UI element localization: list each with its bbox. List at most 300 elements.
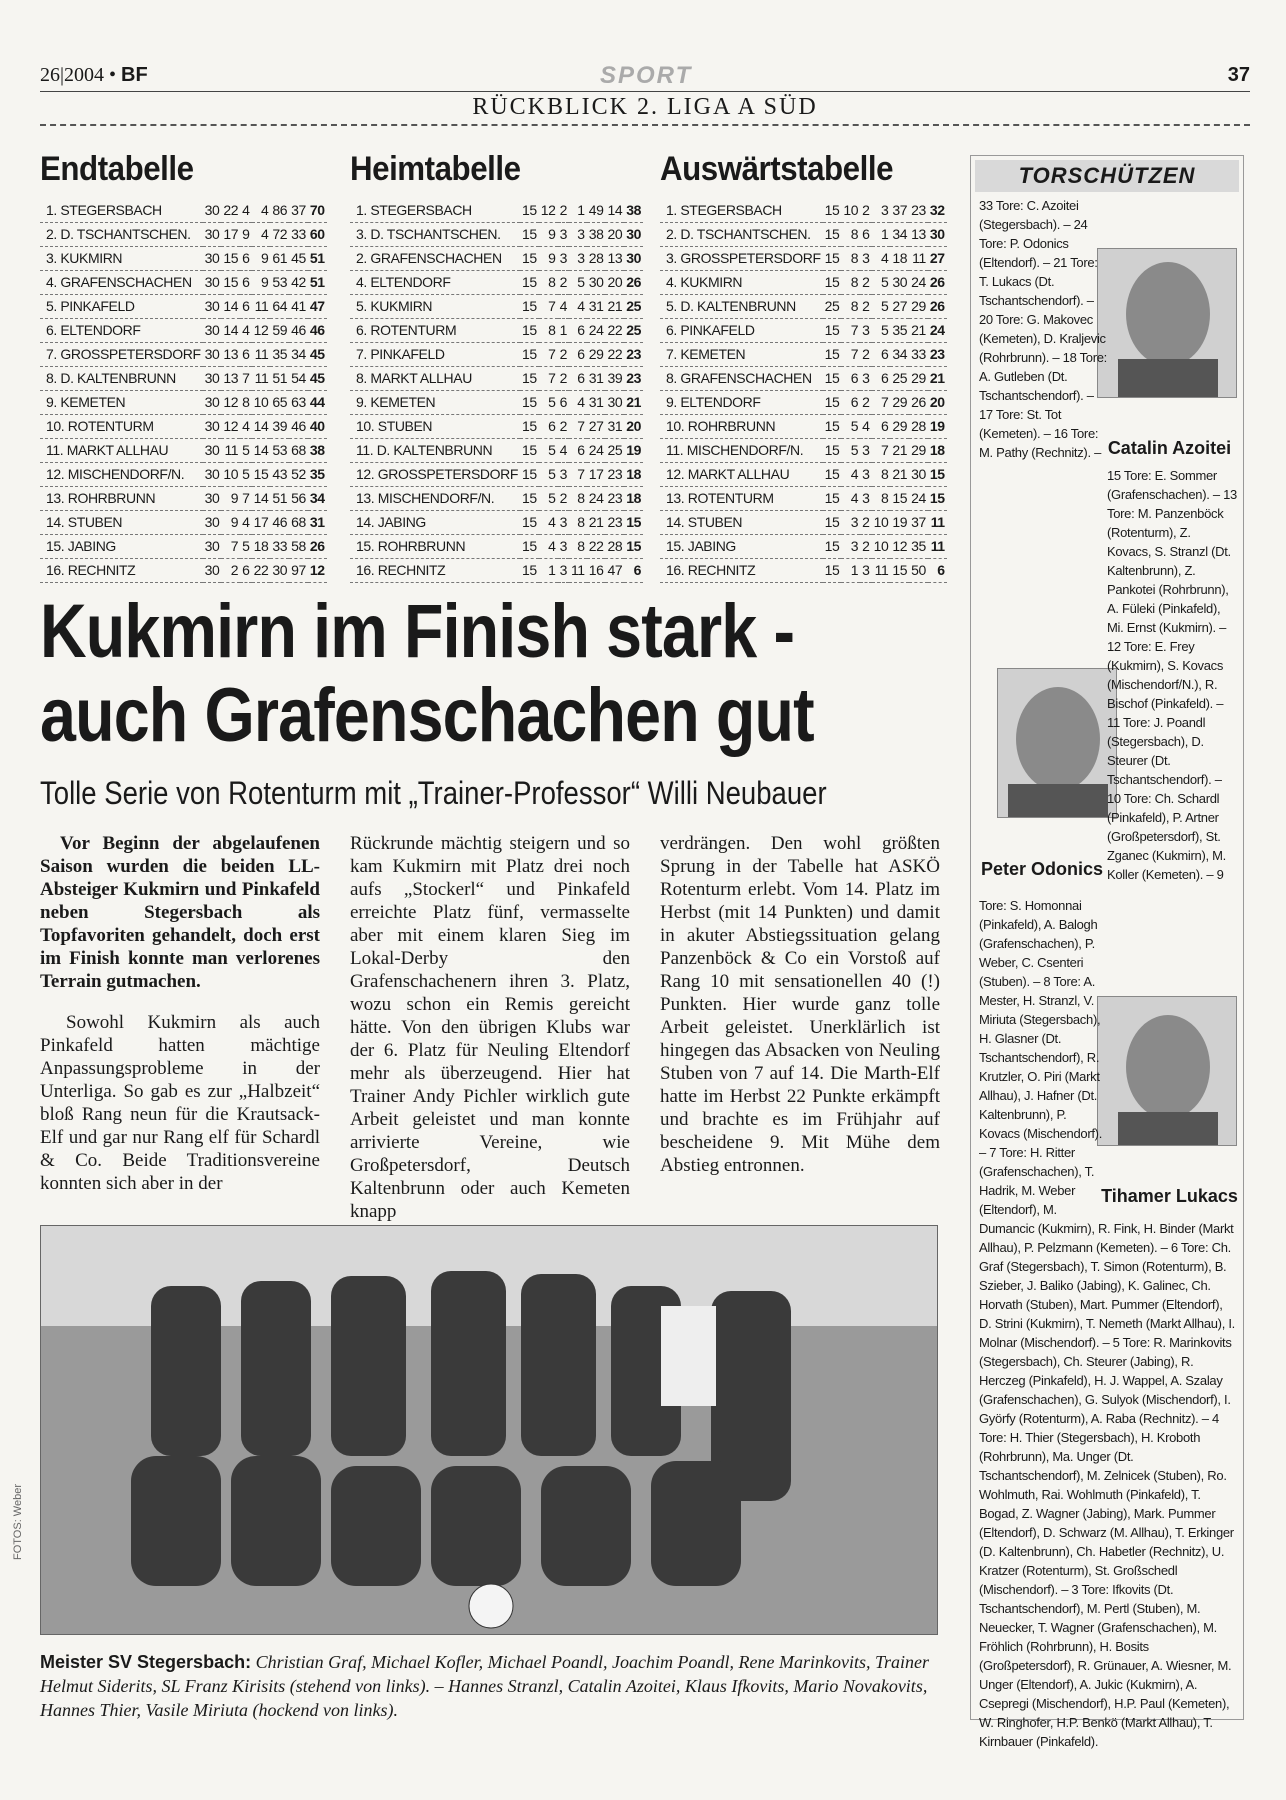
table-cell: 35 xyxy=(308,462,327,486)
team-name: 1. STEGERSBACH xyxy=(350,198,520,222)
table-cell: 30 xyxy=(203,342,222,366)
table-cell: 44 xyxy=(308,390,327,414)
table-cell: 5 xyxy=(539,438,558,462)
table-cell: 6 xyxy=(240,294,251,318)
table-row xyxy=(660,390,947,414)
team-name: 15. JABING xyxy=(40,534,203,558)
headline-line-1: Kukmirn im Finish stark - xyxy=(40,589,795,674)
table-cell: 8 xyxy=(841,270,860,294)
table-cell: 31 xyxy=(587,366,606,390)
table-row xyxy=(660,198,947,222)
table-cell: 25 xyxy=(890,366,909,390)
table-cell: 7 xyxy=(240,486,251,510)
table-cell: 7 xyxy=(872,390,891,414)
team-name: 14. JABING xyxy=(350,510,520,534)
table-cell: 6 xyxy=(240,270,251,294)
table-cell: 68 xyxy=(289,438,308,462)
table-cell: 4 xyxy=(240,198,251,222)
table-cell: 6 xyxy=(872,342,891,366)
team-name: 1. STEGERSBACH xyxy=(40,198,203,222)
team-name: 9. KEMETEN xyxy=(350,390,520,414)
table-cell: 15 xyxy=(520,222,539,246)
team-name: 16. RECHNITZ xyxy=(660,558,823,582)
table-cell: 51 xyxy=(270,366,289,390)
table-cell: 30 xyxy=(203,414,222,438)
team-name: 10. STUBEN xyxy=(350,414,520,438)
team-name: 2. D. TSCHANTSCHEN. xyxy=(40,222,203,246)
team-name: 6. ELTENDORF xyxy=(40,318,203,342)
table-cell: 2 xyxy=(558,486,569,510)
table-cell: 6 xyxy=(240,246,251,270)
table-cell: 2 xyxy=(860,294,871,318)
auswaertstabelle-table xyxy=(660,198,947,583)
team-name: 13. ROTENTURM xyxy=(660,486,823,510)
table-cell: 30 xyxy=(203,510,222,534)
table-cell: 15 xyxy=(624,534,643,558)
table-cell: 3 xyxy=(558,558,569,582)
table-cell: 15 xyxy=(520,318,539,342)
team-name: 11. MISCHENDORF/N. xyxy=(660,438,823,462)
table-cell: 8 xyxy=(539,318,558,342)
table-cell: 30 xyxy=(203,318,222,342)
table-cell: 15 xyxy=(520,438,539,462)
table-cell: 23 xyxy=(605,510,624,534)
table-cell: 15 xyxy=(823,558,842,582)
table-cell: 38 xyxy=(587,222,606,246)
team-photo-image xyxy=(41,1226,938,1635)
table-cell: 15 xyxy=(890,558,909,582)
table-cell: 22 xyxy=(252,558,271,582)
table-cell: 30 xyxy=(203,534,222,558)
table-cell: 11 xyxy=(569,558,587,582)
table-cell: 17 xyxy=(587,462,606,486)
table-row xyxy=(660,366,947,390)
table-cell: 35 xyxy=(890,318,909,342)
table-cell: 3 xyxy=(860,558,871,582)
table-row xyxy=(660,438,947,462)
table-cell: 24 xyxy=(909,486,928,510)
table-cell: 4 xyxy=(872,246,891,270)
heimtabelle xyxy=(350,150,643,583)
table-cell: 19 xyxy=(624,438,643,462)
team-name: 3. GROSSPETERSDORF xyxy=(660,246,823,270)
table-cell: 15 xyxy=(823,462,842,486)
table-cell: 30 xyxy=(203,222,222,246)
table-cell: 10 xyxy=(872,510,891,534)
table-row xyxy=(40,438,327,462)
table-cell: 1 xyxy=(872,222,891,246)
team-name: 5. D. KALTENBRUNN xyxy=(660,294,823,318)
table-cell: 15 xyxy=(520,390,539,414)
table-cell: 11 xyxy=(928,534,947,558)
table-cell: 5 xyxy=(240,438,251,462)
table-row xyxy=(660,270,947,294)
table-cell: 8 xyxy=(539,270,558,294)
table-cell: 8 xyxy=(841,246,860,270)
team-name: 5. KUKMIRN xyxy=(350,294,520,318)
table-cell: 30 xyxy=(203,366,222,390)
table-cell: 15 xyxy=(823,198,842,222)
table-row xyxy=(350,462,643,486)
table-row xyxy=(40,534,327,558)
table-cell: 7 xyxy=(569,414,587,438)
table-cell: 15 xyxy=(221,246,240,270)
table-cell: 20 xyxy=(928,390,947,414)
issue-label: 26|2004 • BF xyxy=(40,64,148,86)
table-cell: 64 xyxy=(270,294,289,318)
article-paragraph: verdrängen. Den wohl größten Sprung in der Tabelle hat ASKÖ Rotenturm erlebt. Vom 14. Platz im Herbst (mit 14 Punkten) und damit in akuter Abstiegssituation gelang Panzenböck & Co ein Vorstoß auf Rang 10 mit sensationellen 40 (!) Punkten. Hier wurde ganz tolle Arbeit geleistet. Unerklärlich ist hingegen das Absacken von Neuling Stuben von 7 auf 14. Die Marth-Elf hatte im Herbst 22 Punkte erkämpft und brachte es im Frühjahr auf bescheidene 9. Mit Mühe dem Abstieg entronnen. xyxy=(660,833,940,1176)
table-cell: 24 xyxy=(928,318,947,342)
table-row xyxy=(660,318,947,342)
team-name: 8. MARKT ALLHAU xyxy=(350,366,520,390)
table-row xyxy=(40,414,327,438)
heimtabelle-table xyxy=(350,198,643,583)
table-cell: 6 xyxy=(624,558,643,582)
table-cell: 14 xyxy=(221,294,240,318)
table-cell: 34 xyxy=(289,342,308,366)
table-cell: 9 xyxy=(240,222,251,246)
table-row xyxy=(40,270,327,294)
table-cell: 33 xyxy=(270,534,289,558)
table-row xyxy=(660,558,947,582)
table-cell: 3 xyxy=(558,462,569,486)
team-name: 9. ELTENDORF xyxy=(660,390,823,414)
table-cell: 58 xyxy=(289,534,308,558)
team-name: 16. RECHNITZ xyxy=(40,558,203,582)
table-cell: 7 xyxy=(841,318,860,342)
table-cell: 2 xyxy=(221,558,240,582)
table-cell: 34 xyxy=(890,222,909,246)
table-cell: 4 xyxy=(539,510,558,534)
table-row xyxy=(40,318,327,342)
table-cell: 15 xyxy=(520,414,539,438)
table-cell: 59 xyxy=(270,318,289,342)
team-name: 4. KUKMIRN xyxy=(660,270,823,294)
table-cell: 26 xyxy=(624,270,643,294)
table-cell: 70 xyxy=(308,198,327,222)
table-row xyxy=(660,510,947,534)
table-cell: 3 xyxy=(860,486,871,510)
table-cell: 3 xyxy=(558,246,569,270)
table-cell: 30 xyxy=(587,270,606,294)
table-cell: 2 xyxy=(860,342,871,366)
table-cell: 10 xyxy=(872,534,891,558)
table-cell: 3 xyxy=(860,438,871,462)
table-cell: 39 xyxy=(270,414,289,438)
table-cell: 15 xyxy=(520,270,539,294)
team-name: 2. GRAFENSCHACHEN xyxy=(350,246,520,270)
table-cell: 19 xyxy=(890,510,909,534)
torschuetzen-box xyxy=(970,155,1244,1749)
table-cell: 24 xyxy=(587,438,606,462)
page-header xyxy=(40,60,1250,92)
table-cell: 27 xyxy=(890,294,909,318)
table-cell: 3 xyxy=(558,510,569,534)
table-cell: 3 xyxy=(569,222,587,246)
team-photo xyxy=(40,1225,938,1635)
table-cell: 61 xyxy=(270,246,289,270)
endtabelle-title: Endtabelle xyxy=(40,150,194,188)
table-cell: 8 xyxy=(240,390,251,414)
table-cell: 15 xyxy=(624,510,643,534)
table-cell: 15 xyxy=(520,462,539,486)
table-cell: 12 xyxy=(890,534,909,558)
table-cell: 17 xyxy=(221,222,240,246)
table-cell: 15 xyxy=(823,222,842,246)
table-cell: 4 xyxy=(841,486,860,510)
table-cell: 3 xyxy=(860,246,871,270)
team-name: 7. KEMETEN xyxy=(660,342,823,366)
table-cell: 15 xyxy=(520,342,539,366)
table-cell: 28 xyxy=(605,534,624,558)
table-row xyxy=(350,534,643,558)
table-cell: 14 xyxy=(221,318,240,342)
table-cell: 34 xyxy=(890,342,909,366)
table-cell: 6 xyxy=(928,558,947,582)
table-cell: 27 xyxy=(928,246,947,270)
table-cell: 4 xyxy=(240,510,251,534)
team-name: 13. MISCHENDORF/N. xyxy=(350,486,520,510)
table-cell: 15 xyxy=(823,486,842,510)
table-cell: 46 xyxy=(308,318,327,342)
table-cell: 4 xyxy=(569,390,587,414)
table-cell: 6 xyxy=(569,366,587,390)
table-cell: 8 xyxy=(569,510,587,534)
table-row xyxy=(350,342,643,366)
table-cell: 43 xyxy=(270,462,289,486)
table-cell: 1 xyxy=(841,558,860,582)
table-cell: 29 xyxy=(587,342,606,366)
table-cell: 6 xyxy=(872,414,891,438)
team-name: 6. PINKAFELD xyxy=(660,318,823,342)
article-column-2 xyxy=(350,832,630,1223)
table-row xyxy=(40,342,327,366)
table-cell: 2 xyxy=(558,342,569,366)
table-cell: 1 xyxy=(539,558,558,582)
table-cell: 13 xyxy=(221,366,240,390)
team-name: 9. KEMETEN xyxy=(40,390,203,414)
article-paragraph: Rückrunde mächtig steigern und so kam Kukmirn mit Platz drei noch aufs „Stockerl“ und Pinkafeld erreichte Platz fünf, vermasselte aber mit einem klaren Sieg im Lokal-Derby den Grafenschachenern ihren 3. Platz, wozu schon ein Remis gereicht hätte. Von den übrigen Klubs war der 6. Platz für Neuling Eltendorf mehr als überzeugend. Hier hat Trainer Andy Pichler wirklich gute Arbeit geleistet und man konnte arrivierte Vereine, wie Großpetersdorf, Deutsch Kaltenbrunn oder auch Kemeten knapp xyxy=(350,833,630,1222)
table-cell: 29 xyxy=(890,390,909,414)
table-cell: 26 xyxy=(909,390,928,414)
table-cell: 7 xyxy=(221,534,240,558)
table-cell: 3 xyxy=(558,534,569,558)
table-cell: 26 xyxy=(308,534,327,558)
table-cell: 34 xyxy=(308,486,327,510)
article-column-3 xyxy=(660,832,940,1177)
table-cell: 7 xyxy=(539,342,558,366)
table-cell: 16 xyxy=(587,558,606,582)
table-row xyxy=(660,486,947,510)
table-cell: 20 xyxy=(624,414,643,438)
table-row xyxy=(350,510,643,534)
table-cell: 5 xyxy=(872,294,891,318)
table-cell: 30 xyxy=(203,294,222,318)
table-cell: 21 xyxy=(890,438,909,462)
table-cell: 9 xyxy=(221,486,240,510)
table-cell: 28 xyxy=(909,414,928,438)
table-cell: 65 xyxy=(270,390,289,414)
player-caption-odonics: Peter Odonics xyxy=(981,859,1104,879)
table-cell: 26 xyxy=(928,270,947,294)
table-cell: 6 xyxy=(240,558,251,582)
table-cell: 45 xyxy=(289,246,308,270)
table-cell: 15 xyxy=(520,558,539,582)
table-cell: 20 xyxy=(605,222,624,246)
team-name: 14. STUBEN xyxy=(40,510,203,534)
table-cell: 10 xyxy=(221,462,240,486)
table-cell: 15 xyxy=(252,462,271,486)
table-cell: 15 xyxy=(890,486,909,510)
table-cell: 15 xyxy=(520,366,539,390)
team-name: 6. ROTENTURM xyxy=(350,318,520,342)
table-cell: 63 xyxy=(289,390,308,414)
table-cell: 37 xyxy=(909,510,928,534)
table-cell: 52 xyxy=(289,462,308,486)
table-cell: 5 xyxy=(872,318,891,342)
page-number: 37 xyxy=(1227,64,1250,86)
table-cell: 11 xyxy=(252,294,271,318)
team-name: 5. PINKAFELD xyxy=(40,294,203,318)
team-name: 8. D. KALTENBRUNN xyxy=(40,366,203,390)
table-row xyxy=(660,342,947,366)
team-name: 4. ELTENDORF xyxy=(350,270,520,294)
table-cell: 5 xyxy=(539,462,558,486)
table-cell: 7 xyxy=(841,342,860,366)
table-cell: 27 xyxy=(587,414,606,438)
table-cell: 28 xyxy=(587,246,606,270)
table-row xyxy=(660,294,947,318)
table-cell: 29 xyxy=(909,366,928,390)
table-cell: 3 xyxy=(860,366,871,390)
table-cell: 11 xyxy=(252,342,271,366)
table-cell: 15 xyxy=(823,438,842,462)
article-paragraph: Sowohl Kukmirn als auch Pinkafeld hatten mächtige Anpassungsprobleme in der Unterliga. So gab es zur „Halbzeit“ bloß Rang neun für die Krautsack-Elf und gar nur Rang elf für Schardl & Co. Beide Traditionsvereine konnten sich aber in der xyxy=(40,1012,320,1194)
table-row xyxy=(350,270,643,294)
table-cell: 2 xyxy=(860,390,871,414)
table-row xyxy=(660,414,947,438)
table-cell: 21 xyxy=(605,294,624,318)
table-row xyxy=(350,246,643,270)
table-row xyxy=(660,246,947,270)
table-cell: 3 xyxy=(558,222,569,246)
table-cell: 26 xyxy=(928,294,947,318)
table-cell: 24 xyxy=(587,318,606,342)
table-row xyxy=(350,294,643,318)
player-caption-azoitei: Catalin Azoitei xyxy=(1107,438,1232,458)
table-cell: 4 xyxy=(240,414,251,438)
table-cell: 9 xyxy=(539,246,558,270)
table-cell: 30 xyxy=(624,222,643,246)
caption-text: Christian Graf, Michael Kofler, Michael Poandl, Joachim Poandl, Rene Marinkovits, Trainer Helmut Siderits, SL Franz Kirisits (stehend von links). – Hannes Stranzl, Catalin Azoitei, Klaus Ifkovits, Mario Novakovits, Hannes Thier, Vasile Miriuta (hockend von links). xyxy=(40,1652,930,1720)
table-cell: 7 xyxy=(872,438,891,462)
caption-label: Meister SV Stegersbach: xyxy=(40,1652,252,1672)
table-cell: 30 xyxy=(909,462,928,486)
table-row xyxy=(40,558,327,582)
team-name: 12. GROSSPETERSDORF xyxy=(350,462,520,486)
table-cell: 4 xyxy=(252,198,271,222)
table-cell: 51 xyxy=(270,486,289,510)
auswaertstabelle xyxy=(660,150,947,583)
table-cell: 2 xyxy=(860,510,871,534)
endtabelle-table xyxy=(40,198,327,583)
table-cell: 15 xyxy=(823,414,842,438)
table-cell: 6 xyxy=(240,342,251,366)
table-cell: 5 xyxy=(569,270,587,294)
team-name: 2. D. TSCHANTSCHEN. xyxy=(660,222,823,246)
table-cell: 6 xyxy=(569,318,587,342)
table-cell: 4 xyxy=(539,534,558,558)
table-cell: 25 xyxy=(624,294,643,318)
auswaertstabelle-title: Auswärtstabelle xyxy=(660,150,894,188)
table-cell: 30 xyxy=(928,222,947,246)
table-row xyxy=(660,534,947,558)
table-row xyxy=(40,462,327,486)
table-cell: 9 xyxy=(252,246,271,270)
table-cell: 86 xyxy=(270,198,289,222)
team-name: 14. STUBEN xyxy=(660,510,823,534)
table-cell: 3 xyxy=(872,198,891,222)
table-cell: 97 xyxy=(289,558,308,582)
table-cell: 6 xyxy=(841,366,860,390)
table-cell: 8 xyxy=(841,294,860,318)
table-row xyxy=(660,462,947,486)
table-cell: 30 xyxy=(203,270,222,294)
table-cell: 53 xyxy=(270,438,289,462)
table-cell: 38 xyxy=(308,438,327,462)
table-cell: 18 xyxy=(252,534,271,558)
table-cell: 35 xyxy=(270,342,289,366)
table-cell: 15 xyxy=(823,366,842,390)
table-cell: 12 xyxy=(539,198,558,222)
table-cell: 6 xyxy=(860,222,871,246)
table-cell: 14 xyxy=(605,198,624,222)
heimtabelle-title: Heimtabelle xyxy=(350,150,521,188)
table-cell: 7 xyxy=(539,294,558,318)
table-row xyxy=(40,246,327,270)
table-cell: 22 xyxy=(605,318,624,342)
table-row xyxy=(350,198,643,222)
table-row xyxy=(40,294,327,318)
table-row xyxy=(40,390,327,414)
table-cell: 4 xyxy=(240,318,251,342)
headline-line-2: auch Grafenschachen gut xyxy=(40,673,814,758)
table-cell: 6 xyxy=(569,342,587,366)
table-cell: 4 xyxy=(860,414,871,438)
table-cell: 22 xyxy=(587,534,606,558)
table-cell: 15 xyxy=(823,270,842,294)
table-cell: 23 xyxy=(605,486,624,510)
table-cell: 20 xyxy=(605,270,624,294)
table-cell: 51 xyxy=(308,246,327,270)
table-cell: 13 xyxy=(221,342,240,366)
table-cell: 2 xyxy=(558,198,569,222)
table-cell: 31 xyxy=(587,390,606,414)
subheadline: Tolle Serie von Rotenturm mit „Trainer-Professor“ Willi Neubauer xyxy=(40,775,827,811)
team-name: 13. ROHRBRUNN xyxy=(40,486,203,510)
table-cell: 15 xyxy=(520,486,539,510)
team-name: 10. ROTENTURM xyxy=(40,414,203,438)
table-cell: 30 xyxy=(270,558,289,582)
table-cell: 25 xyxy=(605,438,624,462)
table-cell: 3 xyxy=(841,534,860,558)
photo-credit: FOTOS: Weber xyxy=(12,1483,24,1560)
table-row xyxy=(350,558,643,582)
table-cell: 23 xyxy=(928,342,947,366)
table-cell: 30 xyxy=(203,198,222,222)
team-name: 3. D. TSCHANTSCHEN. xyxy=(350,222,520,246)
table-cell: 5 xyxy=(539,390,558,414)
